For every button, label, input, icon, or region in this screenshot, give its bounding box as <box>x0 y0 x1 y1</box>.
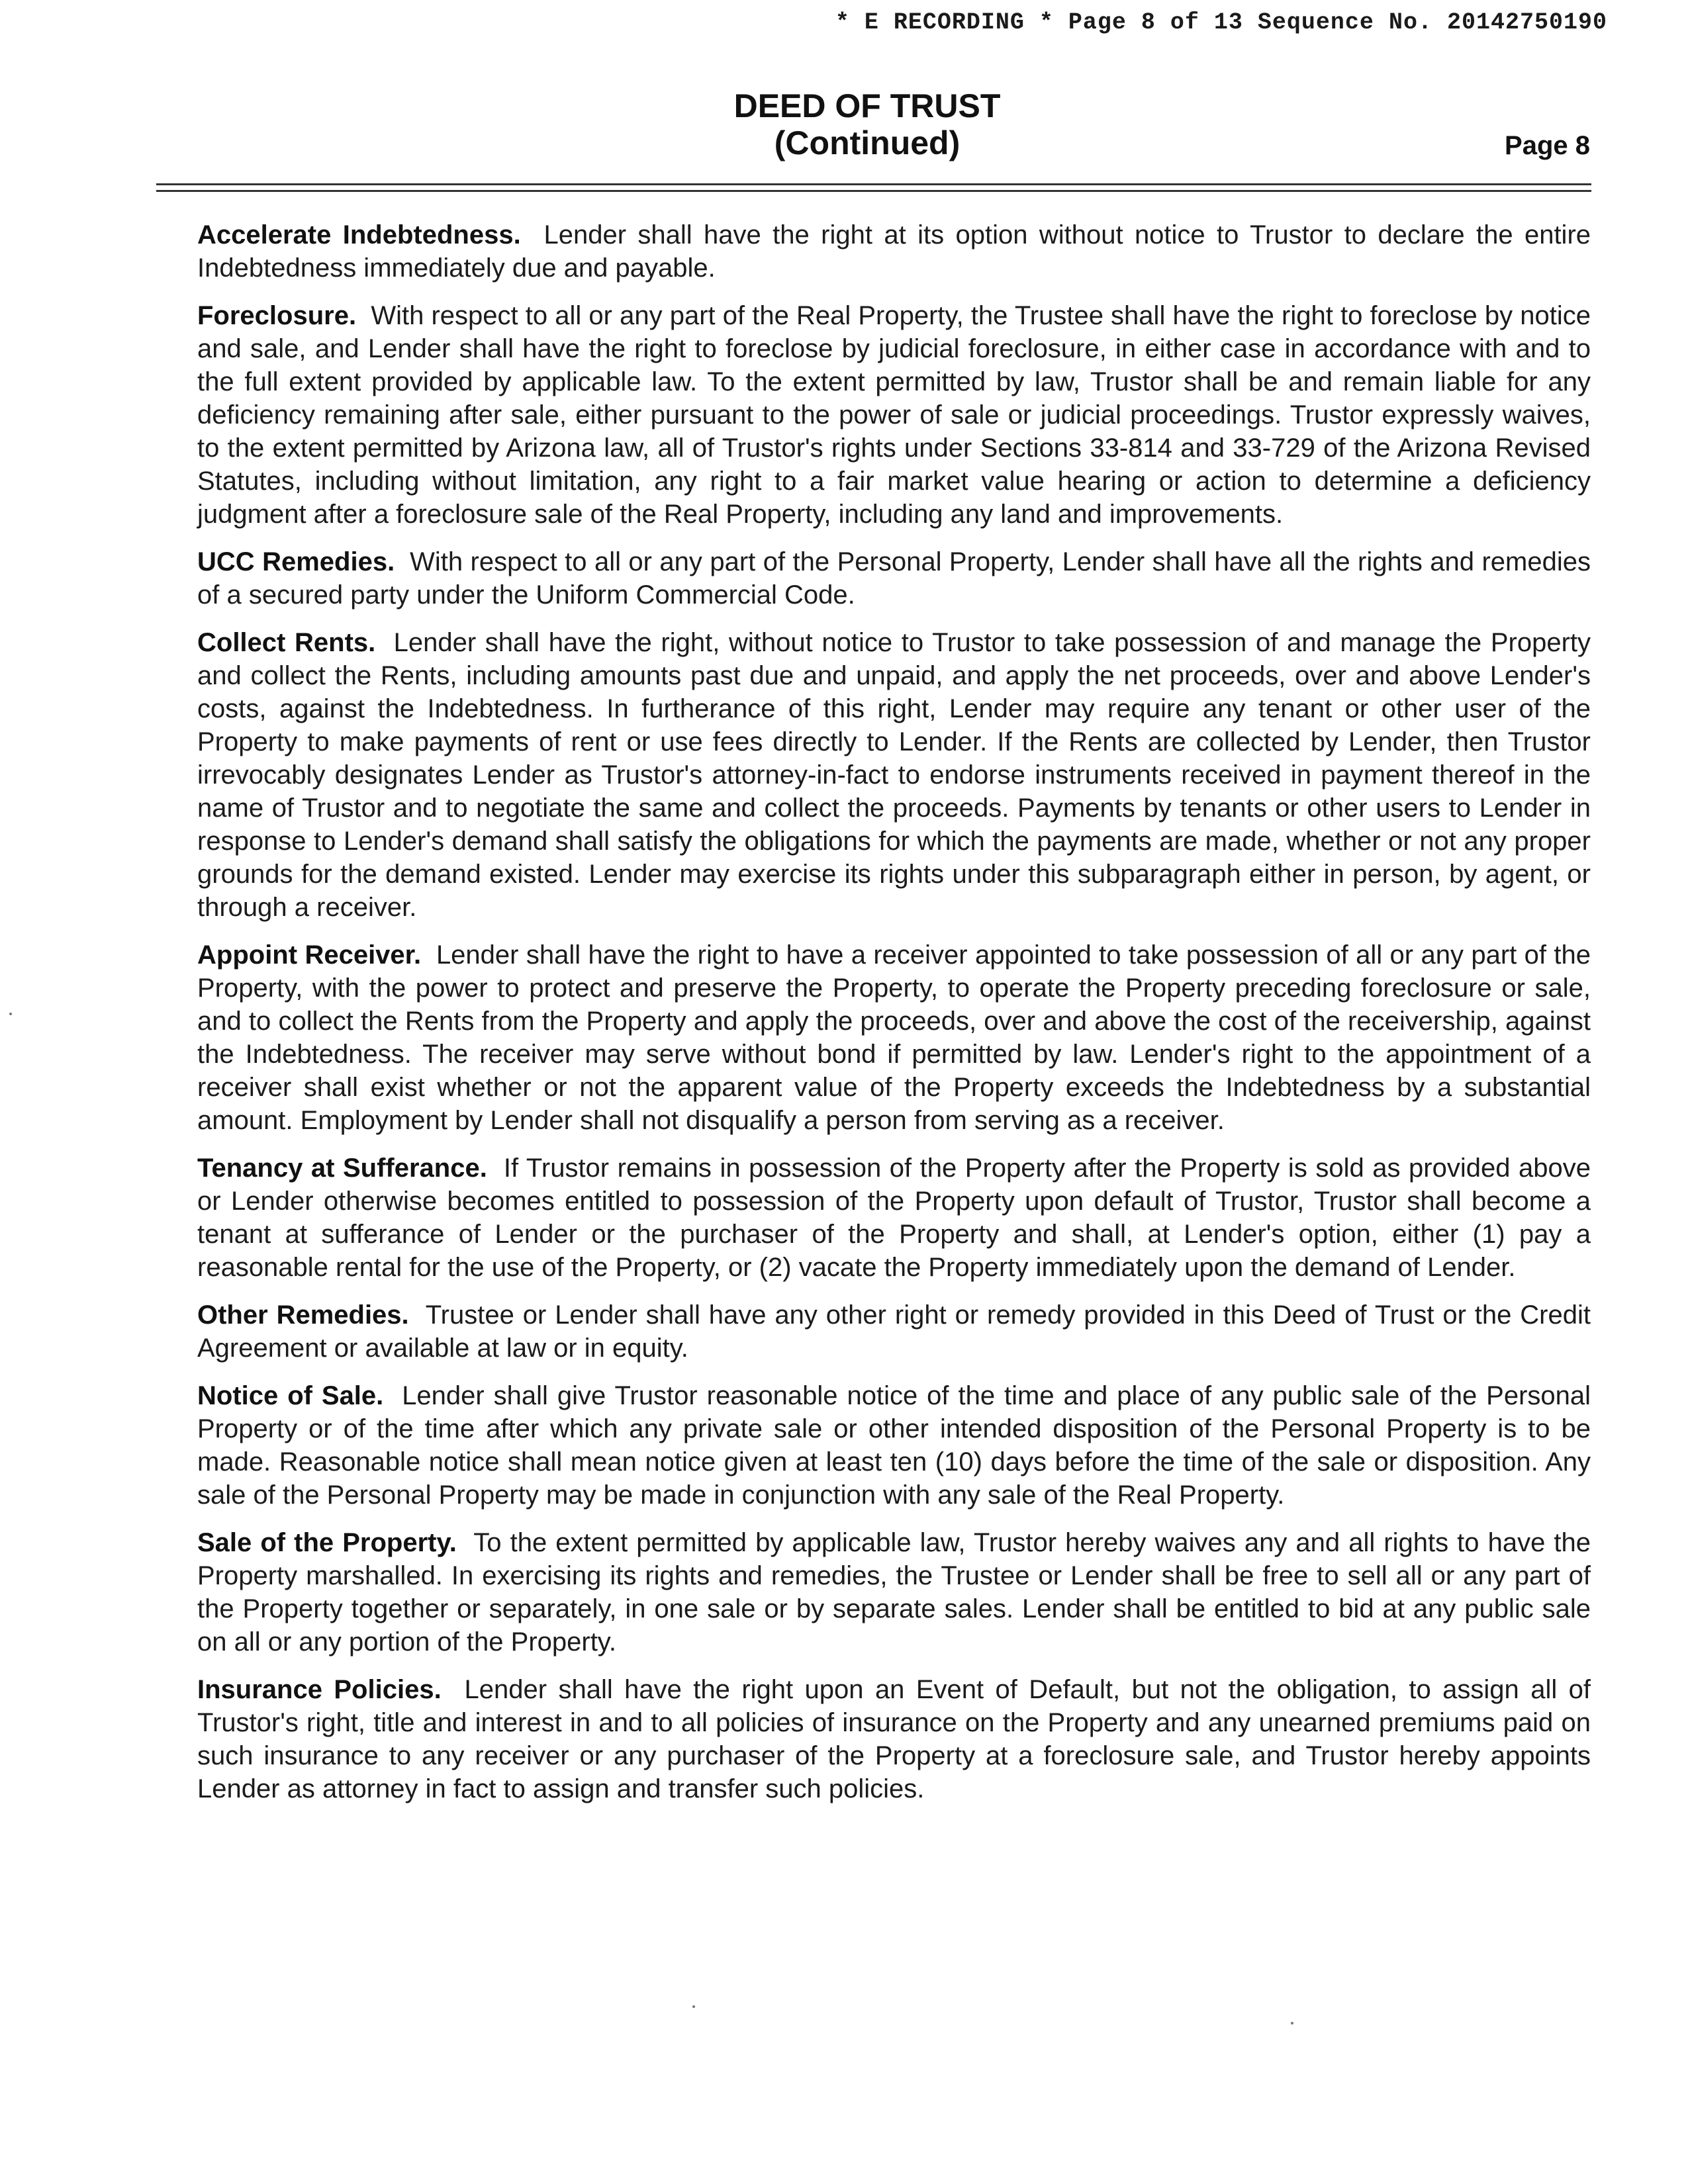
paragraph-heading: Sale of the Property. <box>197 1528 457 1557</box>
paragraph-text: With respect to all or any part of the Real Property, the Trustee shall have the right to foreclose by notice and sale, and Lender shall have the right to foreclose by judicial foreclosure, in either case in accordance with and to the full extent provided by applicable law. To the extent permitted by law, Trustor shall be and remain liable for any deficiency remaining after sale, either pursuant to the power of sale or judicial proceedings. Trustor expressly waives, to the extent permitted by Arizona law, all of Trustor's rights under Sections 33-814 and 33-729 of the Arizona Revised Statutes, including without limitation, any right to a fair market value hearing or action to determine a deficiency judgment after a foreclosure sale of the Real Property, including any land and improvements. <box>197 301 1591 529</box>
paragraph-foreclosure <box>197 299 1591 531</box>
document-title-main: DEED OF TRUST <box>733 87 1001 124</box>
paragraph-insurance-policies <box>197 1673 1591 1805</box>
page-number-label: Page 8 <box>1505 131 1590 160</box>
paragraph-notice-of-sale <box>197 1379 1591 1512</box>
document-title-continued: (Continued) <box>774 124 961 161</box>
paragraph-sale-of-the-property <box>197 1526 1591 1659</box>
paragraph-text: If Trustor remains in possession of the Property after the Property is sold as provided above or Lender otherwise becomes entitled to possession of the Property upon default of Trustor, Trustor shall become a tenant at sufferance of Lender or the purchaser of the Property and shall, at Lender's option, either (1) pay a reasonable rental for the use of the Property, or (2) vacate the Property immediately upon the demand of Lender. <box>197 1154 1591 1282</box>
paragraph-text: Lender shall have the right to have a receiver appointed to take possession of all or any part of the Property, with the power to protect and preserve the Property, to operate the Property preceding foreclosure or sale, and to collect the Rents from the Property and apply the proceeds, over and above the cost of the receivership, against the Indebtedness. The receiver may serve without bond if permitted by law. Lender's right to the appointment of a receiver shall exist whether or not the apparent value of the Property exceeds the Indebtedness by a substantial amount. Employment by Lender shall not disqualify a person from serving as a receiver. <box>197 940 1591 1135</box>
paragraph-heading: Other Remedies. <box>197 1300 409 1330</box>
paragraph-heading: Insurance Policies. <box>197 1675 442 1704</box>
header-divider-top <box>156 183 1591 185</box>
document-title <box>0 87 1688 161</box>
paragraph-heading: UCC Remedies. <box>197 547 395 576</box>
paragraph-heading: Foreclosure. <box>197 301 357 330</box>
paragraph-tenancy-at-sufferance <box>197 1152 1591 1284</box>
paragraph-text: Lender shall have the right, without notice to Trustor to take possession of and manage the Property and collect the Rents, including amounts past due and unpaid, and apply the net proceeds, over and above Lender's costs, against the Indebtedness. In furtherance of this right, Lender may require any tenant or other user of the Property to make payments of rent or use fees directly to Lender. If the Rents are collected by Lender, then Trustor irrevocably designates Lender as Trustor's attorney-in-fact to endorse instruments received in payment thereof in the name of Trustor and to negotiate the same and collect the proceeds. Payments by tenants or other users to Lender in response to Lender's demand shall satisfy the obligations for which the payments are made, whether or not any proper grounds for the demand existed. Lender may exercise its rights under this subparagraph either in person, by agent, or through a receiver. <box>197 628 1591 922</box>
document-body <box>197 218 1591 1820</box>
paragraph-text: Lender shall give Trustor reasonable notice of the time and place of any public sale of the Personal Property or of the time after which any private sale or other intended disposition of the Personal Property is to be made. Reasonable notice shall mean notice given at least ten (10) days before the time of the sale or disposition. Any sale of the Personal Property may be made in conjunction with any sale of the Real Property. <box>197 1381 1591 1510</box>
header-divider-bottom <box>156 190 1591 192</box>
paragraph-collect-rents <box>197 626 1591 924</box>
paragraph-text: Lender shall have the right at its option without notice to Trustor to declare the entire Indebtedness immediately due and payable. <box>197 220 1591 283</box>
paragraph-accelerate-indebtedness <box>197 218 1591 285</box>
paragraph-heading: Accelerate Indebtedness. <box>197 220 521 250</box>
scan-speck <box>9 1013 12 1015</box>
paragraph-ucc-remedies <box>197 545 1591 612</box>
paragraph-other-remedies <box>197 1298 1591 1365</box>
scan-speck <box>692 2005 695 2008</box>
paragraph-heading: Collect Rents. <box>197 628 376 657</box>
scan-speck <box>1291 2022 1293 2025</box>
paragraph-heading: Appoint Receiver. <box>197 940 422 970</box>
paragraph-text: To the extent permitted by applicable law, Trustor hereby waives any and all rights to have the Property marshalled. In exercising its rights and remedies, the Trustee or Lender shall be free to sell all or any part of the Property together or separately, in one sale or by separate sales. Lender shall be entitled to bid at any public sale on all or any portion of the Property. <box>197 1528 1591 1657</box>
recording-stamp-line: * E RECORDING * Page 8 of 13 Sequence No. 20142750190 <box>835 9 1607 36</box>
paragraph-appoint-receiver <box>197 938 1591 1137</box>
paragraph-heading: Tenancy at Sufferance. <box>197 1154 487 1183</box>
paragraph-heading: Notice of Sale. <box>197 1381 384 1410</box>
paragraph-text: Lender shall have the right upon an Event of Default, but not the obligation, to assign all of Trustor's right, title and interest in and to all policies of insurance on the Property and any unearned premiums paid on such insurance to any receiver or any purchaser of the Property at a foreclosure sale, and Trustor hereby appoints Lender as attorney in fact to assign and transfer such policies. <box>197 1675 1591 1803</box>
paragraph-text: With respect to all or any part of the Personal Property, Lender shall have all the rights and remedies of a secured party under the Uniform Commercial Code. <box>197 547 1591 610</box>
paragraph-text: Trustee or Lender shall have any other right or remedy provided in this Deed of Trust or the Credit Agreement or available at law or in equity. <box>197 1300 1591 1363</box>
